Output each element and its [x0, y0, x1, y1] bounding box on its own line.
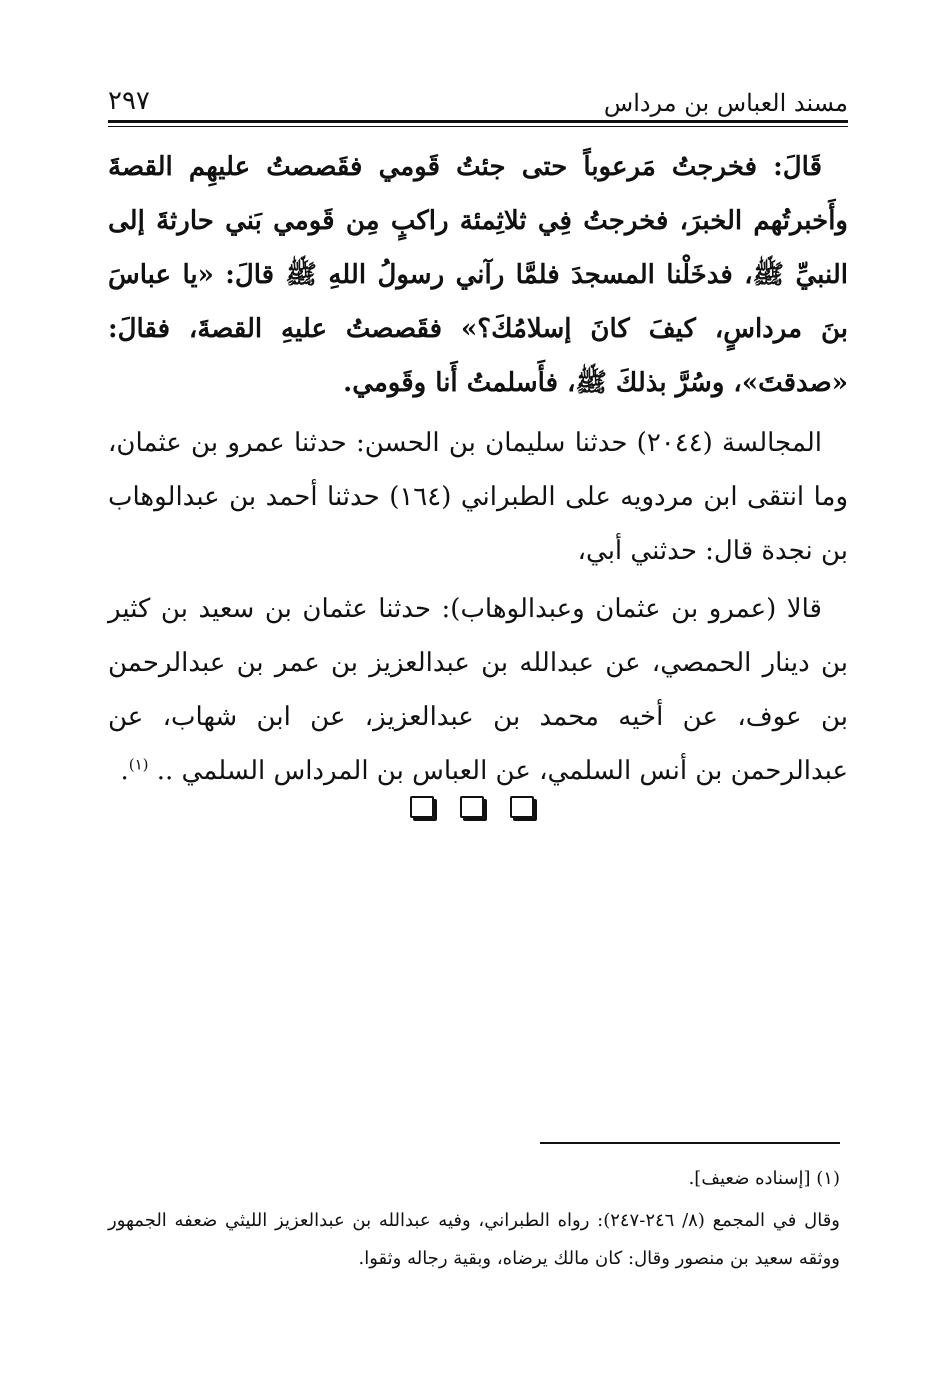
paragraph-source-text: المجالسة (٢٠٤٤) حدثنا سليمان بن الحسن: حدثنا عمرو بن عثمان، وما انتقى ابن مردويه على الطبراني (١٦٤) حدثنا أحمد بن عبدالوهاب بن نجدة قال: حدثني أبي، — [108, 428, 849, 566]
square-ornament-icon — [410, 796, 434, 818]
footnote-separator — [540, 1142, 840, 1144]
header-title: مسند العباس بن مرداس — [603, 89, 848, 117]
square-ornament-icon — [460, 796, 484, 818]
footnote-1-detail: وقال في المجمع (٨/ ٢٤٦-٢٤٧): رواه الطبراني، وفيه عبدالله بن عبدالعزيز الليثي ضعفه الجمهور ووثقه سعيد بن منصور وقال: كان مالك يرضاه، وبقية رجاله وثقوا. — [108, 1210, 840, 1269]
paragraph-hadith-text: قَالَ: فخرجتُ مَرعوباً حتى جئتُ قَومي فقَصصتُ عليهِم القصةَ وأَخبرتُهم الخبرَ، فخرجتُ فِي ثلاثِمئة راكبٍ مِن قَومي بَني حارثةَ إلى النبيِّ ﷺ، فدخَلْنا المسجدَ فلمَّا رآني رسولُ اللهِ ﷺ قالَ: «يا عباسَ بنَ مرداسٍ، كيفَ كانَ إسلامُكَ؟» فقَصصتُ عليهِ القصةَ، فقالَ: «صدقتَ»، وسُرَّ بذلكَ ﷺ، فأَسلمتُ أَنا وقَومي. — [108, 152, 848, 398]
square-ornament-icon — [510, 796, 534, 818]
paragraph-hadith — [108, 140, 848, 410]
main-text — [108, 140, 848, 798]
running-header — [108, 84, 848, 124]
page-number: ٢٩٧ — [108, 86, 150, 116]
paragraph-isnad-text: قالا (عمرو بن عثمان وعبدالوهاب): حدثنا عثمان بن سعيد بن كثير بن دينار الحمصي، عن عبدالله بن عبدالعزيز بن عمر بن عبدالرحمن بن عوف، عن أخيه محمد بن عبدالعزيز، عن ابن شهاب، عن عبدالرحمن بن أنس السلمي، عن العباس بن المرداس السلمي .. — [108, 594, 848, 786]
footnotes — [108, 1160, 840, 1278]
footnote-reference: (١) — [128, 755, 149, 774]
section-end-ornament — [0, 796, 944, 818]
header-rule-thick — [108, 120, 848, 123]
footnote-1: (١) [إسناده ضعيف]. — [688, 1168, 840, 1189]
paragraph-isnad — [108, 578, 848, 798]
header-rule-thin — [108, 126, 848, 127]
end-punctuation: . — [120, 756, 129, 786]
paragraph-source — [108, 410, 848, 578]
